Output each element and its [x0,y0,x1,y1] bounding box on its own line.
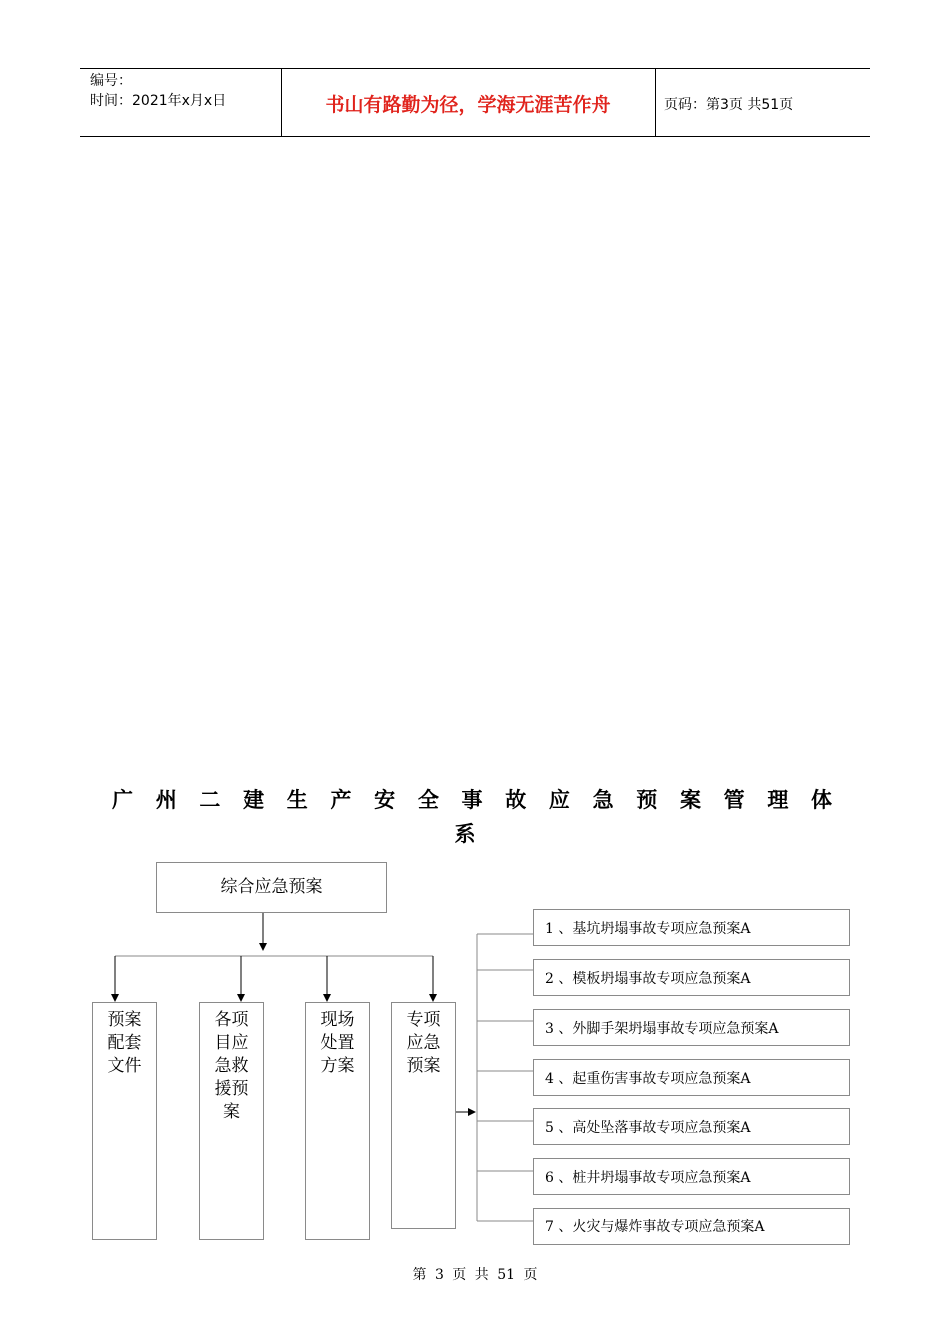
title-char: 案 [679,787,701,812]
title-char: 二 [199,787,221,812]
special-plan-label-4: 4 、起重伤害事故专项应急预案A [545,1071,751,1087]
document-time-label: 时间：2021年x月x日 [90,93,227,109]
column-label-4: 专项 应急 预案 [406,1010,441,1076]
title-char: 急 [592,787,614,812]
header-motto: 书山有路勤为径，学海无涯苦作舟 [325,94,611,116]
title-char: 体 [811,787,832,812]
special-plan-label-1: 1 、基坑坍塌事故专项应急预案A [545,921,751,937]
title-char: 应 [548,787,570,812]
special-plan-label-2: 2 、模板坍塌事故专项应急预案A [545,971,751,987]
title-char: 广 [112,787,133,812]
title-char: 州 [155,787,177,812]
root-plan-label: 综合应急预案 [220,877,323,897]
column-label-3: 现场 处置 方案 [320,1010,355,1076]
page-footer: 第 3 页 共 51 页 [412,1267,538,1283]
document-title-continued: 系 [454,821,476,846]
special-plan-label-5: 5 、高处坠落事故专项应急预案A [545,1120,751,1136]
title-char: 管 [723,787,745,812]
special-plan-label-3: 3 、外脚手架坍塌事故专项应急预案A [545,1021,779,1037]
special-plan-label-7: 7 、火灾与爆炸事故专项应急预案A [545,1219,765,1235]
title-char: 事 [461,787,483,812]
page-number-label: 页码：第3页 共51页 [664,97,794,113]
title-char: 安 [374,787,396,812]
document-code-label: 编号： [90,73,132,89]
title-char: 产 [330,787,352,812]
special-plan-label-6: 6 、桩井坍塌事故专项应急预案A [545,1170,751,1186]
title-char: 理 [767,787,789,812]
title-char: 故 [505,787,527,812]
title-char: 建 [243,787,265,812]
column-label-1: 预案 配套 文件 [107,1010,142,1076]
title-char: 生 [286,787,308,812]
title-char: 预 [636,787,658,812]
title-char: 全 [417,787,439,812]
column-label-2: 各项 目应 急救 援预 案 [214,1010,249,1122]
